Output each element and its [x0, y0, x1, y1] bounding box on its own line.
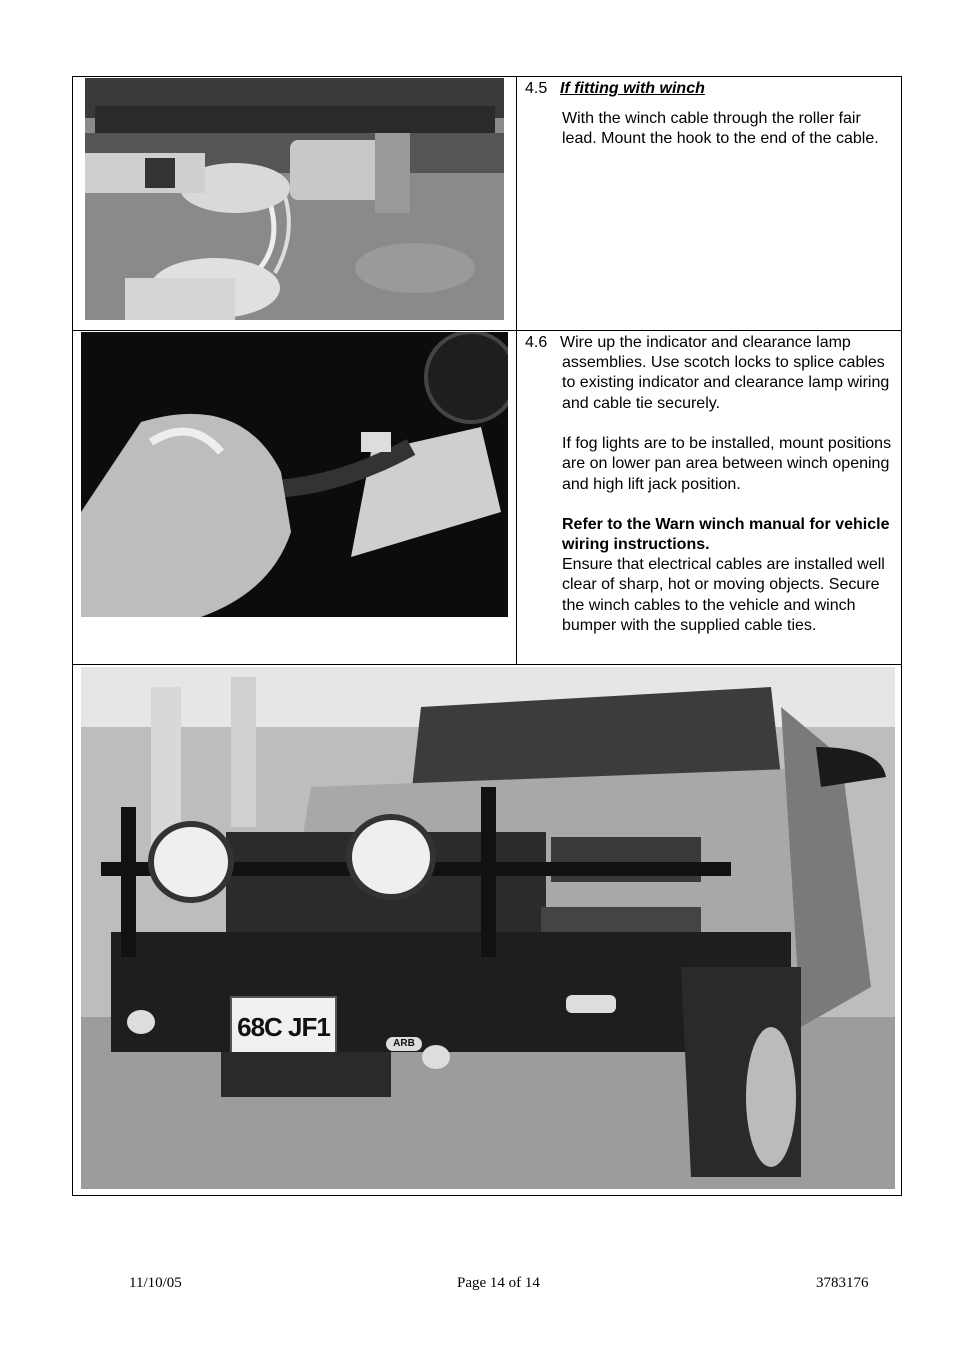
column-divider [516, 77, 517, 664]
footer-doc-number: 3783176 [816, 1275, 869, 1291]
arb-badge: ARB [393, 1038, 415, 1049]
cable-safety-note: Ensure that electrical cables are installed well clear of sharp, hot or moving objects. Secure the winch cables to the vehicle and winch bumper with the supplied cable ties. [562, 556, 885, 634]
footer-date: 11/10/05 [129, 1275, 182, 1291]
step-4-5 [525, 79, 895, 319]
winch-hook-photo [85, 78, 504, 320]
step-number: 4.6 [525, 334, 548, 351]
step-continuation: assemblies. Use scotch locks to splice cables to existing indicator and clearance lamp wiring and cable tie securely. [562, 354, 890, 412]
row-divider [73, 664, 901, 665]
step-first-line: Wire up the indicator and clearance lamp [560, 334, 851, 351]
truck-bullbar-photo [81, 667, 895, 1189]
step-body: With the winch cable through the roller fair lead. Mount the hook to the end of the cable. [562, 110, 879, 148]
license-plate-text: 68C JF1 [237, 1012, 330, 1042]
row-divider [73, 330, 901, 331]
step-number: 4.5 [525, 80, 548, 97]
step-heading: If fitting with winch [560, 80, 705, 97]
instruction-table [72, 76, 902, 1196]
step-4-6 [525, 333, 895, 663]
lamp-wiring-photo [81, 332, 508, 617]
fog-lights-note: If fog lights are to be installed, mount positions are on lower pan area between winch opening and high lift jack position. [562, 435, 892, 493]
warn-manual-note: Refer to the Warn winch manual for vehicle wiring instructions. [562, 516, 890, 554]
footer-page-number: Page 14 of 14 [457, 1275, 540, 1291]
